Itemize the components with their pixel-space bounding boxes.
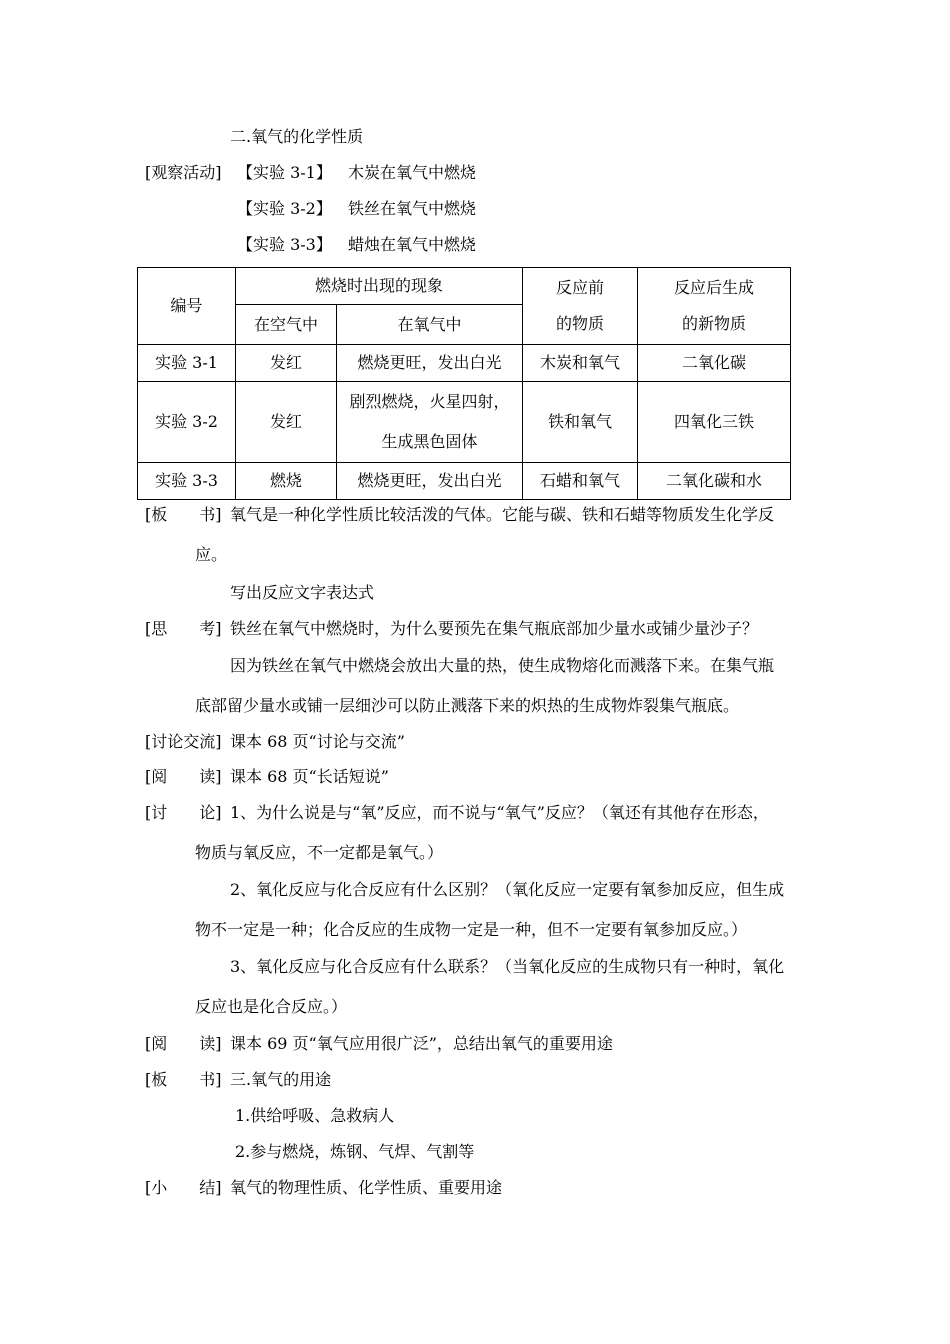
- row3-air: 燃烧: [236, 463, 337, 500]
- header-products-line1: 反应后生成: [674, 278, 755, 297]
- header-products-line2: 的新物质: [682, 314, 747, 333]
- table-row: [138, 345, 791, 382]
- row2-oxygen-line2: 生成黑色固体: [381, 432, 478, 451]
- board2-title: 三.氧气的用途: [230, 1070, 332, 1089]
- row2-oxygen-line1: 剧烈燃烧，火星四射，: [349, 392, 510, 411]
- header-phenomena: 燃烧时出现的现象: [236, 268, 523, 305]
- header-reactants-line2: 的物质: [556, 314, 605, 333]
- board2-tag: [板 书]: [145, 1070, 222, 1089]
- section-title: 二.氧气的化学性质: [230, 127, 364, 146]
- experiment-text-3: 蜡烛在氧气中燃烧: [348, 235, 477, 254]
- row2-oxygen: [337, 382, 523, 463]
- header-products: [638, 268, 791, 345]
- discuss-q2-line1: 2、氧化反应与化合反应有什么区别？（氧化反应一定要有氧参加反应，但生成: [230, 880, 785, 899]
- read2-text: 课本 69 页“氧气应用很广泛”，总结出氧气的重要用途: [230, 1034, 613, 1053]
- row2-reactants: 铁和氧气: [523, 382, 638, 463]
- discuss-q1-line2: 物质与氧反应，不一定都是氧气。）: [195, 843, 444, 862]
- think-question: 铁丝在氧气中燃烧时，为什么要预先在集气瓶底部加少量水或铺少量沙子？: [230, 619, 759, 638]
- row1-reactants: 木炭和氧气: [523, 345, 638, 382]
- row2-products: 四氧化三铁: [638, 382, 791, 463]
- board2-item1: 1.供给呼吸、急救病人: [235, 1106, 395, 1125]
- row3-reactants: 石蜡和氧气: [523, 463, 638, 500]
- read1-text: 课本 68 页“长话短说”: [230, 767, 389, 786]
- board1-line2: 应。: [195, 545, 228, 564]
- experiment-text-1: 木炭在氧气中燃烧: [348, 163, 477, 182]
- header-reactants-line1: 反应前: [556, 278, 605, 297]
- table-row: [138, 382, 791, 463]
- row1-air: 发红: [236, 345, 337, 382]
- header-id: 编号: [138, 268, 236, 345]
- header-in-air: 在空气中: [236, 305, 337, 345]
- row3-id: 实验 3-3: [138, 463, 236, 500]
- experiment-label-3: 【实验 3-3】: [237, 235, 332, 254]
- row1-id: 实验 3-1: [138, 345, 236, 382]
- row1-products: 二氧化碳: [638, 345, 791, 382]
- discuss-q3-line1: 3、氧化反应与化合反应有什么联系？（当氧化反应的生成物只有一种时，氧化: [230, 957, 785, 976]
- think-answer-line1: 因为铁丝在氧气中燃烧会放出大量的热，使生成物熔化而溅落下来。在集气瓶: [230, 656, 775, 675]
- row3-oxygen: 燃烧更旺，发出白光: [337, 463, 523, 500]
- discuss-q3-line2: 反应也是化合反应。）: [195, 997, 348, 1016]
- row2-air: 发红: [236, 382, 337, 463]
- header-reactants: [523, 268, 638, 345]
- think-tag: [思 考]: [145, 619, 222, 638]
- experiment-label-1: 【实验 3-1】: [237, 163, 332, 182]
- discuss-exchange-text: 课本 68 页“讨论与交流”: [230, 732, 405, 751]
- experiment-table: [137, 267, 791, 500]
- discuss-q2-line2: 物不一定是一种；化合反应的生成物一定是一种，但不一定要有氧参加反应。）: [195, 920, 748, 939]
- row3-products: 二氧化碳和水: [638, 463, 791, 500]
- observe-tag: [观察活动]: [145, 163, 222, 182]
- board1-line3: 写出反应文字表达式: [230, 583, 375, 602]
- table-header-row: [138, 268, 791, 305]
- row2-id: 实验 3-2: [138, 382, 236, 463]
- table-row: [138, 463, 791, 500]
- board1-line1: 氧气是一种化学性质比较活泼的气体。它能与碳、铁和石蜡等物质发生化学反: [230, 505, 775, 524]
- discuss-tag: [讨 论]: [145, 803, 222, 822]
- summary-text: 氧气的物理性质、化学性质、重要用途: [230, 1178, 503, 1197]
- summary-tag: [小 结]: [145, 1178, 222, 1197]
- experiment-text-2: 铁丝在氧气中燃烧: [348, 199, 477, 218]
- board2-item2: 2.参与燃烧，炼钢、气焊、气割等: [235, 1142, 475, 1161]
- think-answer-line2: 底部留少量水或铺一层细沙可以防止溅落下来的炽热的生成物炸裂集气瓶底。: [195, 696, 740, 715]
- read2-tag: [阅 读]: [145, 1034, 222, 1053]
- discuss-q1-line1: 1、为什么说是与“氧”反应，而不说与“氧气”反应？（氧还有其他存在形态，: [230, 803, 769, 822]
- experiment-label-2: 【实验 3-2】: [237, 199, 332, 218]
- header-in-oxygen: 在氧气中: [337, 305, 523, 345]
- row1-oxygen: 燃烧更旺，发出白光: [337, 345, 523, 382]
- read1-tag: [阅 读]: [145, 767, 222, 786]
- board1-tag: [板 书]: [145, 505, 222, 524]
- discuss-exchange-tag: [讨论交流]: [145, 732, 222, 751]
